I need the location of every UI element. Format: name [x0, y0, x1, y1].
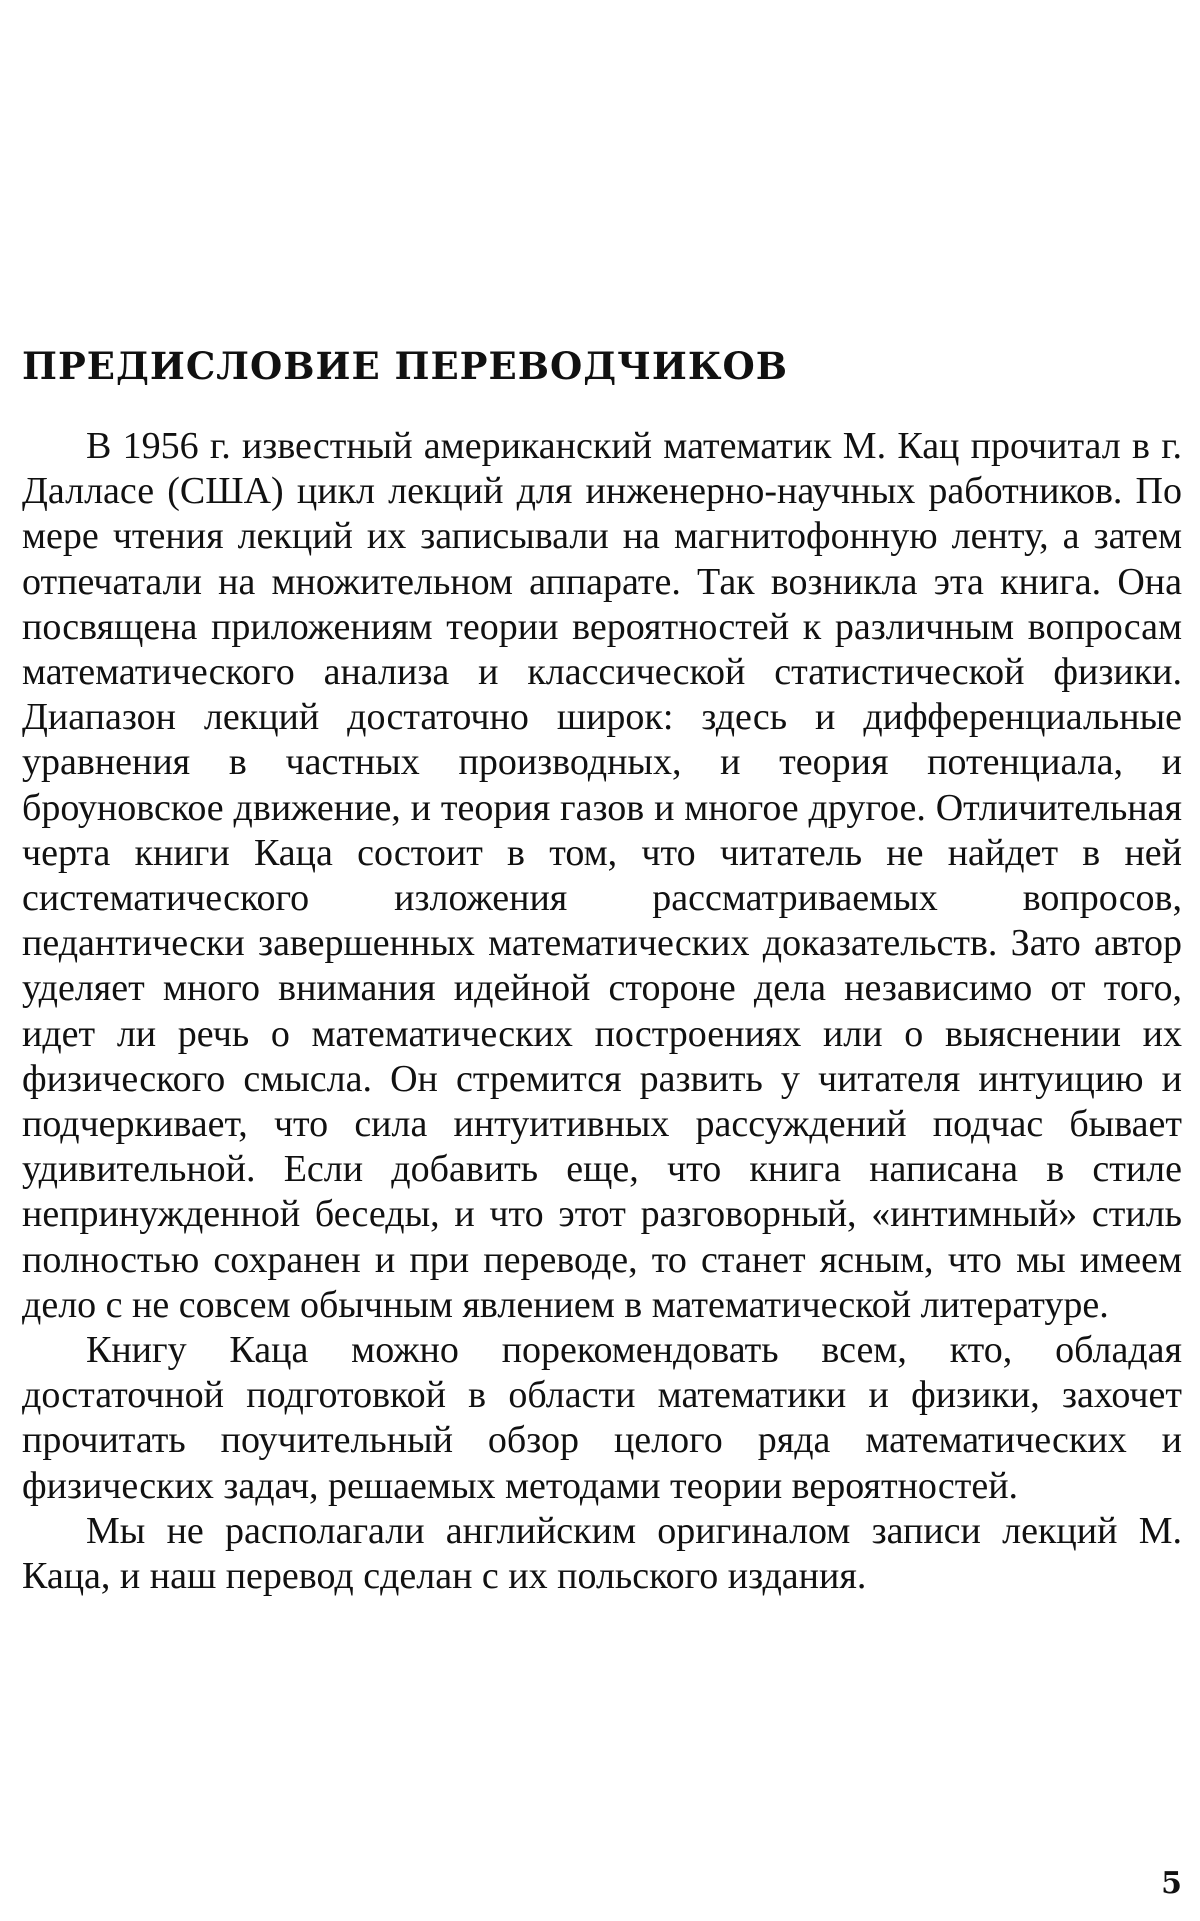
page-number: 5: [1161, 1866, 1182, 1901]
paragraph-1: В 1956 г. известный американский математик М. Кац прочитал в г. Далласе (США) цикл лекций для инженерно-научных работников. По мере чтения лекций их записывали на магнитофонную ленту, а затем отпечатали на множительном аппарате. Так возникла эта книга. Она посвящена приложениям теории вероятностей к различным вопросам математического анализа и классической статистической физики. Диапазон лекций достаточно широк: здесь и дифференциальные уравнения в частных производных, и теория потенциала, и броуновское движение, и теория газов и многое другое. Отличительная черта книги Каца состоит в том, что читатель не найдет в ней систематического изложения рассматриваемых вопросов, педантически завершенных математических доказательств. Зато автор уделяет много внимания идейной стороне дела независимо от того, идет ли речь о математических построениях или о выяснении их физического смысла. Он стремится развить у читателя интуицию и подчеркивает, что сила интуитивных рассуждений подчас бывает удивительной. Если добавить еще, что книга написана в стиле непринужденной беседы, и что этот разговорный, «интимный» стиль полностью сохранен и при переводе, то станет ясным, что мы имеем дело с не совсем обычным явлением в математической литературе.: [22, 425, 1182, 1326]
document-page: [22, 0, 1182, 1921]
page-title: ПРЕДИСЛОВИЕ ПЕРЕВОДЧИКОВ: [22, 344, 789, 388]
paragraph-3: Мы не располагали английским оригиналом записи лекций М. Каца, и наш перевод сделан с их польского издания.: [22, 1509, 1182, 1598]
paragraph-2: Книгу Каца можно порекомендовать всем, кто, обладая достаточной подготовкой в области математики и физики, захочет прочитать поучительный обзор целого ряда математических и физических задач, решаемых методами теории вероятностей.: [22, 1329, 1182, 1507]
body-text: [22, 424, 1182, 1599]
